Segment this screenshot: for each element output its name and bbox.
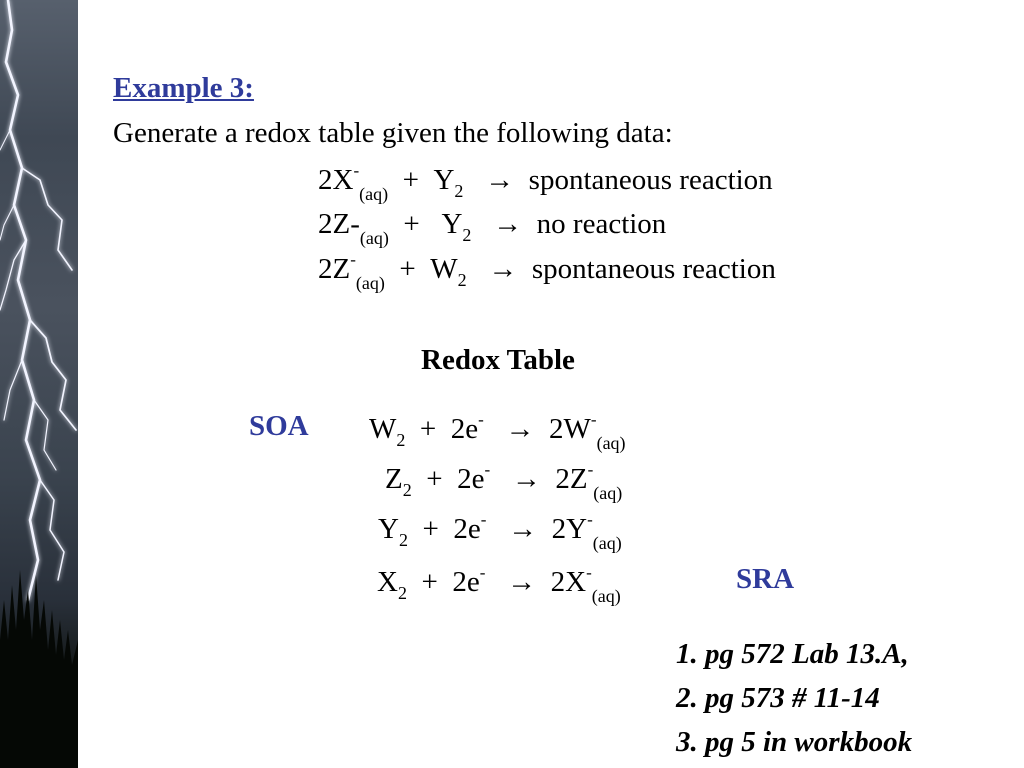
homework-item-2: 2. pg 573 # 11-14 bbox=[676, 682, 880, 714]
product-state: (aq) bbox=[592, 533, 622, 553]
product-state: (aq) bbox=[596, 433, 626, 453]
oxidizer-species: Y bbox=[378, 513, 399, 545]
electrons: 2e bbox=[457, 463, 485, 495]
product-species: 2Z bbox=[555, 463, 588, 495]
reaction-charge: - bbox=[350, 250, 356, 269]
homework-item-3: 3. pg 5 in workbook bbox=[676, 726, 913, 758]
reagent-subscript: 2 bbox=[457, 270, 467, 290]
electrons: 2e bbox=[452, 566, 480, 598]
reagent-subscript: 2 bbox=[454, 181, 464, 201]
species-subscript: 2 bbox=[397, 583, 407, 603]
reaction-coef: 2X bbox=[318, 164, 354, 196]
homework-item-1: 1. pg 572 Lab 13.A, bbox=[676, 638, 909, 670]
plus-sign: + bbox=[402, 164, 419, 196]
product-species: 2X bbox=[550, 566, 587, 598]
product-charge: - bbox=[586, 563, 592, 582]
instruction-text: Generate a redox table given the following data: bbox=[113, 117, 673, 149]
product-species: 2W bbox=[549, 413, 591, 445]
electrons: 2e bbox=[453, 513, 481, 545]
redox-row-z bbox=[385, 460, 622, 504]
reaction-result: no reaction bbox=[536, 208, 667, 240]
tree-silhouette bbox=[0, 570, 78, 768]
reaction-state: (aq) bbox=[359, 184, 389, 204]
electron-charge: - bbox=[478, 410, 484, 429]
plus-sign: + bbox=[399, 253, 416, 285]
oxidizer-species: W bbox=[369, 413, 397, 445]
reaction-reagent: W bbox=[430, 253, 458, 285]
reaction-arrow: → bbox=[493, 208, 523, 240]
plus-sign: + bbox=[403, 208, 420, 240]
species-subscript: 2 bbox=[398, 530, 408, 550]
product-charge: - bbox=[587, 460, 594, 479]
reaction-coef: 2Z- bbox=[318, 208, 360, 240]
plus-sign: + bbox=[419, 413, 437, 445]
reaction-state: (aq) bbox=[359, 228, 389, 248]
reaction-result: spontaneous reaction bbox=[531, 253, 776, 285]
soa-label: SOA bbox=[249, 410, 309, 442]
plus-sign: + bbox=[422, 513, 439, 545]
electron-charge: - bbox=[480, 510, 487, 529]
reaction-line-2 bbox=[318, 205, 666, 249]
reaction-state: (aq) bbox=[355, 273, 385, 293]
reaction-result: spontaneous reaction bbox=[528, 164, 773, 196]
reaction-arrow: → bbox=[507, 566, 537, 598]
product-charge: - bbox=[590, 410, 597, 429]
product-species: 2Y bbox=[551, 513, 588, 545]
reaction-arrow: → bbox=[505, 413, 535, 445]
lightning-bolt-icon bbox=[0, 0, 78, 768]
electron-charge: - bbox=[479, 563, 486, 582]
plus-sign: + bbox=[421, 566, 438, 598]
redox-row-x bbox=[377, 563, 621, 607]
reaction-charge: - bbox=[353, 161, 360, 180]
lightning-sidebar-image bbox=[0, 0, 78, 768]
redox-row-y bbox=[378, 510, 622, 554]
product-charge: - bbox=[587, 510, 593, 529]
species-subscript: 2 bbox=[396, 430, 406, 450]
species-subscript: 2 bbox=[402, 480, 412, 500]
reagent-subscript: 2 bbox=[462, 225, 472, 245]
plus-sign: + bbox=[426, 463, 443, 495]
reaction-arrow: → bbox=[485, 164, 515, 196]
reaction-reagent: Y bbox=[433, 164, 455, 196]
reaction-reagent: Y bbox=[441, 208, 463, 240]
reaction-arrow: → bbox=[508, 513, 538, 545]
reaction-line-1 bbox=[318, 161, 773, 205]
product-state: (aq) bbox=[593, 483, 623, 503]
oxidizer-species: X bbox=[377, 566, 398, 598]
electron-charge: - bbox=[484, 460, 491, 479]
reaction-arrow: → bbox=[511, 463, 541, 495]
redox-table-title: Redox Table bbox=[421, 344, 575, 376]
electrons: 2e bbox=[450, 413, 479, 445]
redox-row-w bbox=[369, 410, 626, 454]
reaction-line-3 bbox=[318, 250, 776, 294]
sra-label: SRA bbox=[736, 563, 795, 595]
reaction-arrow: → bbox=[488, 253, 518, 285]
example-heading: Example 3: bbox=[113, 72, 254, 104]
product-state: (aq) bbox=[591, 586, 621, 606]
oxidizer-species: Z bbox=[385, 463, 403, 495]
reaction-coef: 2Z bbox=[318, 253, 351, 285]
